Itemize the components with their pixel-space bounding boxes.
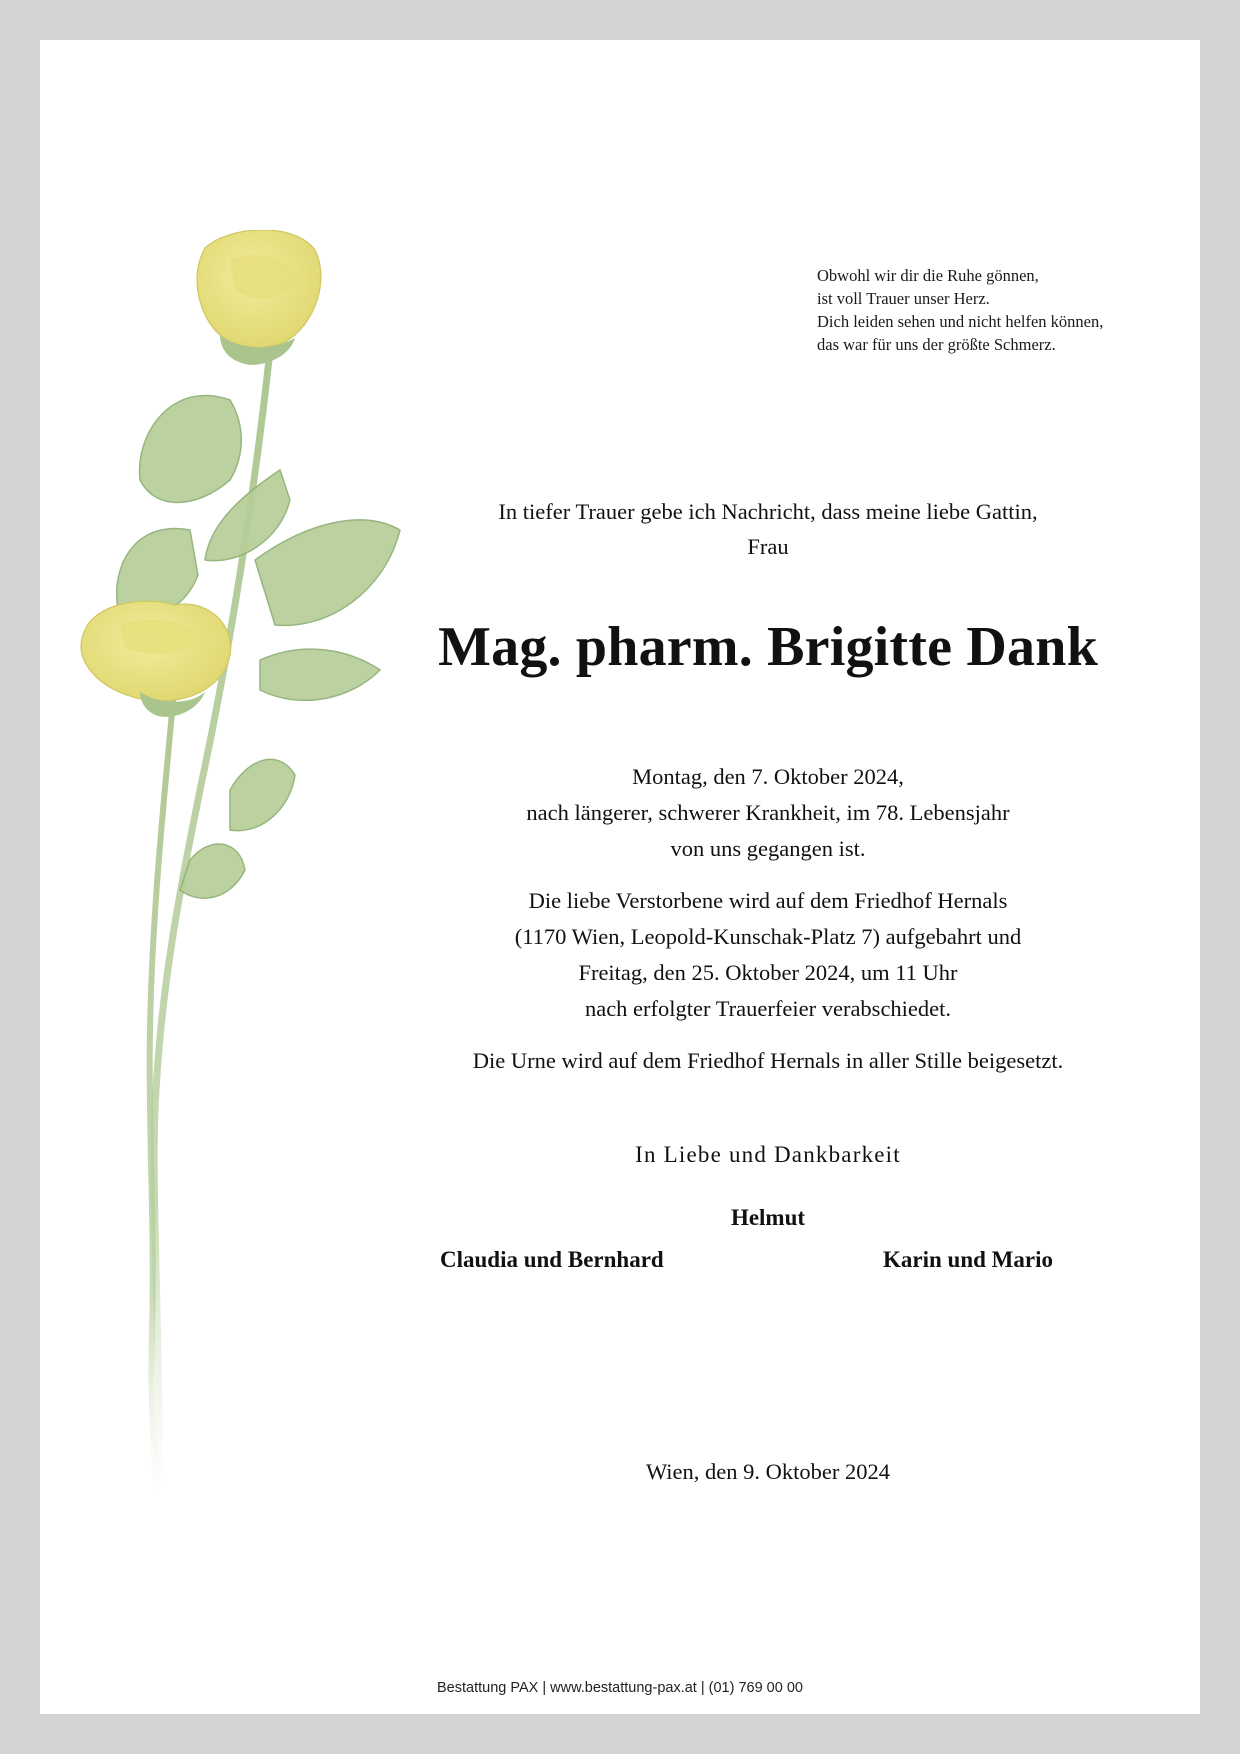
- leaf: [140, 395, 242, 502]
- leaf: [230, 759, 295, 830]
- signature-main: Helmut: [730, 1205, 806, 1230]
- signature-right: Karin und Mario: [883, 1247, 1053, 1272]
- place-date: Wien, den 9. Oktober 2024: [645, 1459, 891, 1484]
- yellow-rose-illustration: [80, 230, 420, 1500]
- urn-line: Die Urne wird auf dem Friedhof Hernals in aller Stille beigesetzt.: [472, 1048, 1064, 1073]
- intro: [400, 494, 1136, 564]
- details: [400, 743, 1136, 1095]
- poem-line: Dich leiden sehen und nicht helfen können,: [817, 312, 1104, 331]
- death-line: Montag, den 7. Oktober 2024,: [632, 764, 904, 789]
- funeral-line: Die liebe Verstorbene wird auf dem Friedhof Hernals: [528, 888, 1008, 913]
- closing-phrase: In Liebe und Dankbarkeit: [635, 1142, 901, 1167]
- leaf: [260, 649, 380, 700]
- poem-line: ist voll Trauer unser Herz.: [817, 289, 990, 308]
- deceased-name: Mag. pharm. Brigitte Dank: [438, 616, 1098, 678]
- rose-bloom-lower: [81, 601, 231, 717]
- funeral-line: nach erfolgter Trauerfeier verabschiedet.: [584, 996, 952, 1021]
- funeral-line: (1170 Wien, Leopold-Kunschak-Platz 7) aufgebahrt und: [514, 924, 1022, 949]
- death-line: nach längerer, schwerer Krankheit, im 78. Lebensjahr: [526, 800, 1010, 825]
- intro-line: In tiefer Trauer gebe ich Nachricht, dass meine liebe Gattin,: [498, 499, 1038, 524]
- footer-contact: Bestattung PAX | www.bestattung-pax.at | (01) 769 00 00: [437, 1680, 803, 1696]
- poem: [817, 264, 1103, 356]
- leaf: [255, 520, 400, 625]
- funeral-line: Freitag, den 25. Oktober 2024, um 11 Uhr: [578, 960, 958, 985]
- death-line: von uns gegangen ist.: [670, 836, 866, 861]
- poem-line: Obwohl wir dir die Ruhe gönnen,: [817, 266, 1039, 285]
- intro-title: Frau: [747, 534, 789, 559]
- poem-line: das war für uns der größte Schmerz.: [817, 335, 1056, 354]
- rose-bud-upper: [197, 230, 321, 365]
- signature-left: Claudia und Bernhard: [440, 1247, 664, 1272]
